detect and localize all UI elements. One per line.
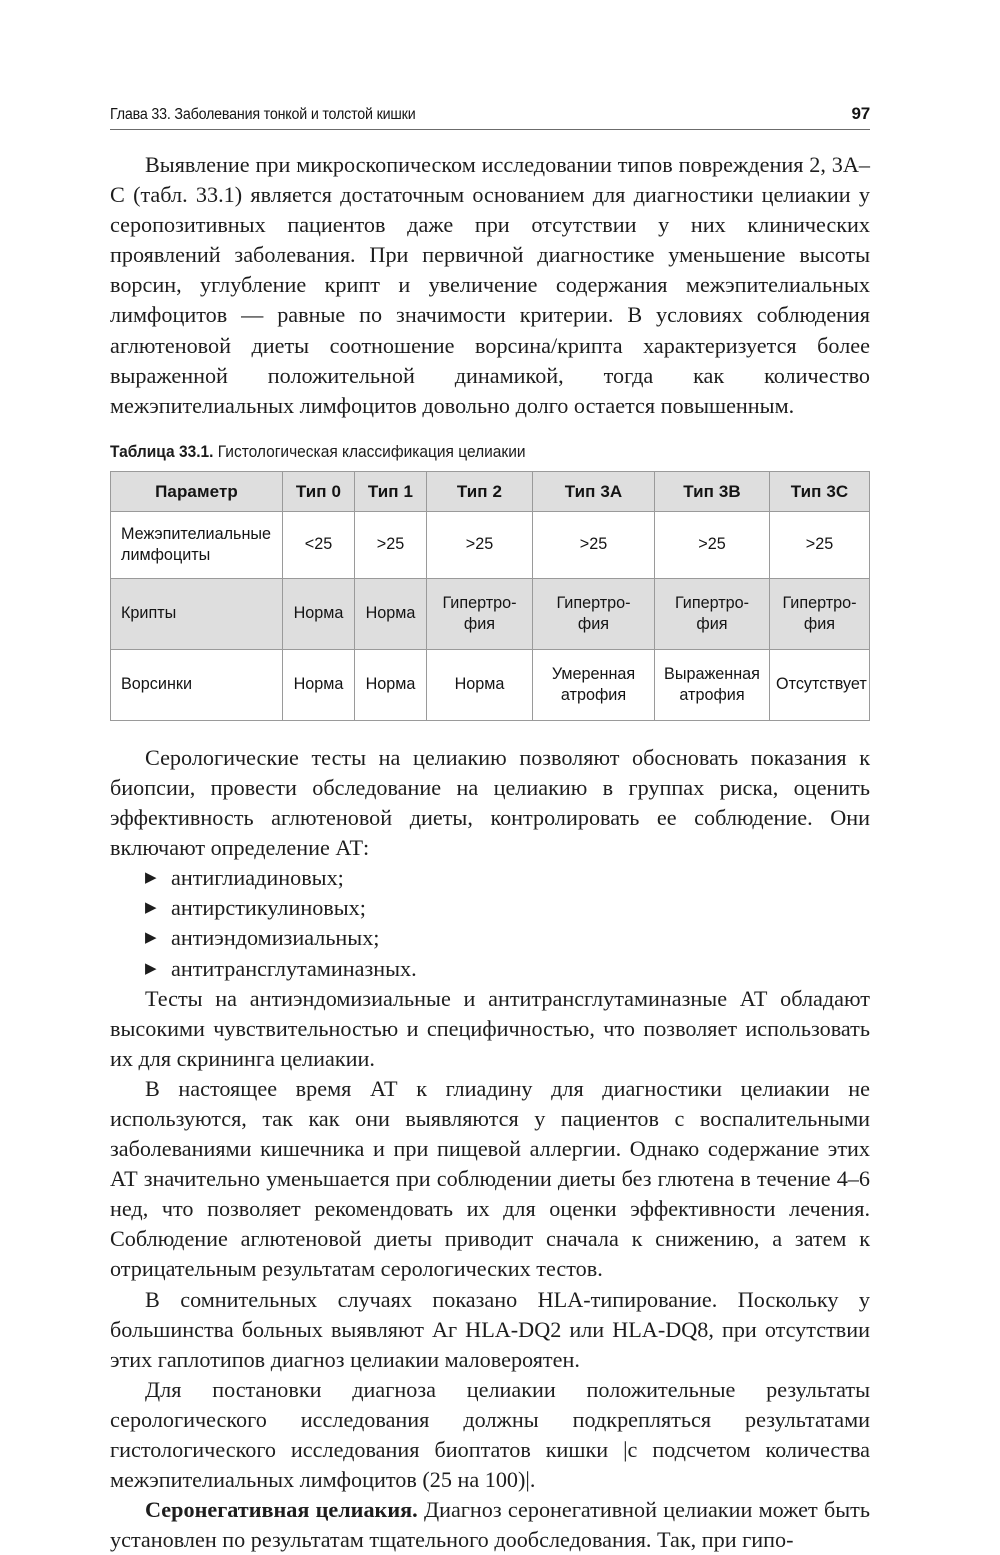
table-cell: >25 <box>655 511 770 578</box>
table-cell: Гипертро- фия <box>533 578 655 649</box>
row-label: Крипты <box>111 578 283 649</box>
list-item-label: антиэндомизиальных; <box>171 925 380 951</box>
row-label: Ворсинки <box>111 649 283 720</box>
list-item-label: антитрансглутаминазных. <box>171 955 417 981</box>
triangle-bullet-icon: ▶ <box>145 930 157 947</box>
table-header-row <box>111 471 870 511</box>
table-header-type2: Тип 2 <box>427 471 533 511</box>
table-header-type3b: Тип 3B <box>655 471 770 511</box>
paragraph-seronegative <box>110 1495 870 1555</box>
paragraph-intro: Выявление при микроскопическом исследовании типов повреждения 2, 3А–С (табл. 33.1) является достаточным основанием для диагностики целиакии у серопозитивных пациентов даже при отсутствии у них клинических проявлений заболевания. При первичной диагностике уменьшение высоты ворсин, углубление крипт и увеличение содержания межэпителиальных лимфоцитов — равные по значимости критерии. В условиях соблюдения аглютеновой диеты соотношение ворсина/крипта характеризуется более выраженной положительной динамикой, тогда как количество межэпителиальных лимфоцитов довольно долго остается повышенным. <box>110 152 870 418</box>
table-header-type3c: Тип 3C <box>770 471 870 511</box>
table-cell: Норма <box>283 578 355 649</box>
table-cell: Выраженная атрофия <box>655 649 770 720</box>
table-cell: Гипертро- фия <box>427 578 533 649</box>
table-header-type1: Тип 1 <box>355 471 427 511</box>
table-row <box>111 511 870 578</box>
list-item-label: антиглиадиновых; <box>171 865 344 891</box>
table-cell: Норма <box>427 649 533 720</box>
list-item <box>145 923 870 953</box>
list-item <box>145 954 870 984</box>
table-cell: Умеренная атрофия <box>533 649 655 720</box>
table-cell: >25 <box>770 511 870 578</box>
paragraph-hla: В сомнительных случаях показано HLA-типирование. Поскольку у большинства больных выявляют Аг HLA-DQ2 или HLA-DQ8, при отсутствии этих гаплотипов диагноз целиакии маловероятен. <box>110 1286 870 1372</box>
table-row <box>111 649 870 720</box>
list-item-label: антирстикулиновых; <box>171 895 366 921</box>
antibody-list <box>110 863 870 983</box>
table-caption-number: Таблица 33.1. <box>110 442 214 461</box>
paragraph-gliadin: В настоящее время АТ к глиадину для диагностики целиакии не используются, так как они выявляются у пациентов с воспалительными заболеваниями кишечника и при пищевой аллергии. Однако содержание этих АТ значительно уменьшается при соблюдении диеты без глютена в течение 4–6 нед, что позволяет рекомендовать их для оценки эффективности лечения. Соблюдение аглютеновой диеты приводит сначала к снижению, а затем к отрицательным результатам серологических тестов. <box>110 1075 870 1282</box>
triangle-bullet-icon: ▶ <box>145 900 157 917</box>
table-header-type0: Тип 0 <box>283 471 355 511</box>
paragraph-tests: Тесты на антиэндомизиальные и антитрансглутаминазные АТ обладают высокими чувствительностью и специфичностью, что позволяет использовать их для скрининга целиакии. <box>110 985 870 1071</box>
histological-classification-table <box>110 471 870 721</box>
table-cell: Гипертро- фия <box>655 578 770 649</box>
page-content <box>110 104 870 1555</box>
table-row <box>111 578 870 649</box>
table-cell: Отсутствует <box>770 649 870 720</box>
row-label: Межэпителиальные лимфоциты <box>111 511 283 578</box>
table-caption <box>110 443 824 462</box>
triangle-bullet-icon: ▶ <box>145 870 157 887</box>
paragraph-serology: Серологические тесты на целиакию позволяют обосновать показания к биопсии, провести обследование на целиакию в группах риска, оценить эффективность аглютеновой диеты, контролировать ее соблюдение. Они включают определение АТ: <box>110 744 870 861</box>
table-cell: Гипертро- фия <box>770 578 870 649</box>
running-head <box>110 104 870 128</box>
triangle-bullet-icon: ▶ <box>145 960 157 977</box>
list-item <box>145 863 870 893</box>
page-number: 97 <box>851 104 870 123</box>
table-cell: >25 <box>533 511 655 578</box>
paragraph-diagnosis: Для постановки диагноза целиакии положительные результаты серологического исследования должны подкрепляться результатами гистологического исследования биоптатов кишки |с подсчетом количества межэпителиальных лимфоцитов (25 на 100)|. <box>110 1376 870 1493</box>
table-cell: Норма <box>355 578 427 649</box>
table-caption-text: Гистологическая классификация целиакии <box>213 442 526 461</box>
header-divider <box>110 129 870 130</box>
table-cell: <25 <box>283 511 355 578</box>
list-item <box>145 893 870 923</box>
table-cell: Норма <box>355 649 427 720</box>
table-header-param: Параметр <box>111 471 283 511</box>
table-header-type3a: Тип 3A <box>533 471 655 511</box>
paragraph-lead-rest: Диагноз серонегативной целиакии может быть установлен по результатам тщательного дообследования. Так, при гипо- <box>110 1497 870 1553</box>
chapter-title: Глава 33. Заболевания тонкой и толстой кишки <box>110 106 416 123</box>
paragraph-lead-in: Серонегативная целиакия. <box>145 1497 418 1523</box>
table-cell: Норма <box>283 649 355 720</box>
table-cell: >25 <box>355 511 427 578</box>
table-cell: >25 <box>427 511 533 578</box>
